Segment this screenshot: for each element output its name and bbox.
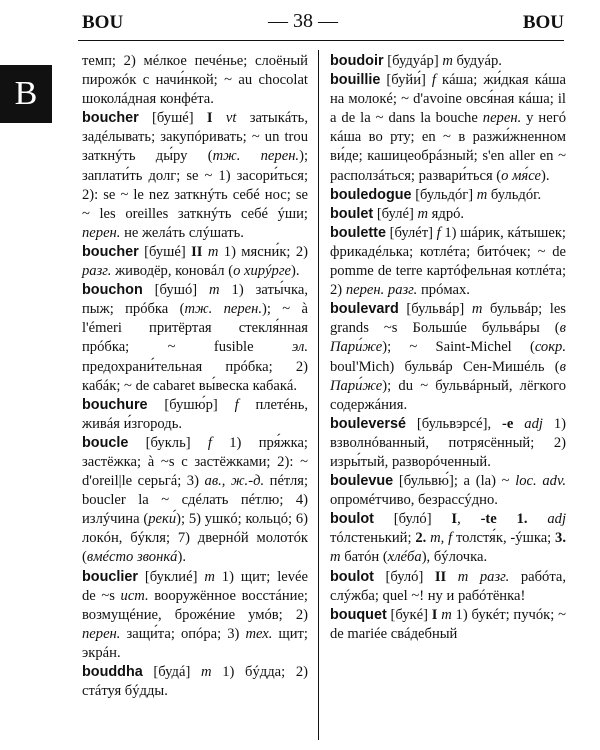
headword: bouquet bbox=[330, 606, 387, 623]
dictionary-entry bbox=[82, 281, 308, 396]
italic-label: тж. перен. bbox=[184, 301, 263, 318]
italic-label: перен. bbox=[482, 110, 522, 127]
entry-text: затыкáть, задéлывать; закупóривать; ~ un trou заткнýть ды́ру ( bbox=[82, 110, 308, 165]
headword: bouleversé bbox=[330, 415, 406, 432]
italic-label: m bbox=[476, 186, 488, 203]
entry-text: ); ~ Saint-Michel ( bbox=[382, 339, 535, 356]
entry-text: [булé] bbox=[373, 205, 418, 222]
italic-label: ав. bbox=[204, 473, 222, 490]
entry-text: 1) букéт; пучóк; ~ de mariée свáдебный bbox=[330, 606, 566, 642]
italic-label: перен. разг. bbox=[345, 282, 418, 299]
bold-marker: I bbox=[206, 110, 213, 127]
headword: bouddha bbox=[82, 664, 143, 680]
headword: boulevard bbox=[330, 301, 399, 318]
headword: boucher bbox=[82, 243, 139, 260]
entry-text: кáша; жи́дкая кáша на молокé; ~ d'avoine овся́ная кáша; il a de la ~ dans la bouche bbox=[330, 72, 566, 127]
italic-label: m bbox=[204, 568, 215, 585]
entry-text: пéтля; boucler la ~ сдéлать пéтлю; 4) излýчина ( bbox=[82, 473, 308, 528]
dictionary-entry bbox=[330, 300, 566, 415]
entry-text: 1) взволнóванный, потрясённый; 2) изры́тый, разворóченный. bbox=[330, 415, 566, 470]
dictionary-entry bbox=[330, 606, 566, 644]
entry-text: батóн ( bbox=[340, 549, 388, 566]
italic-label: ист. bbox=[120, 587, 149, 604]
entry-text: [бульвáр] bbox=[398, 301, 472, 318]
entry-text: ). bbox=[540, 167, 550, 184]
dictionary-entry bbox=[82, 109, 308, 243]
entry-text: бульдóг. bbox=[487, 186, 542, 203]
column-divider bbox=[318, 50, 319, 740]
italic-label: adj bbox=[547, 511, 566, 528]
entry-text: 1) бýдда; 2) стáтуя бýдды. bbox=[82, 664, 308, 700]
bold-marker: II bbox=[191, 243, 203, 260]
entry-text bbox=[513, 416, 524, 432]
entry-text: 1) щит; levée de ~s bbox=[82, 568, 308, 604]
headword: bouclier bbox=[82, 568, 138, 585]
italic-label: тех. bbox=[245, 625, 273, 642]
entry-text: у негó кáша во рту; en ~ в разжи́жненном ви́де; кашицеобрáзный; s'en aller en ~ расползáться; развари́ться ( bbox=[330, 110, 566, 184]
italic-label: m bbox=[209, 282, 220, 299]
dictionary-entry bbox=[82, 663, 308, 701]
italic-label: m bbox=[471, 301, 483, 318]
italic-label: хлéба bbox=[387, 549, 422, 566]
entry-text: вооружённое восстáние; возмущéние, брожéние умóв; 2) bbox=[82, 587, 308, 623]
entry-text: ); du ~ бульвáрный, лёгкого содержáния. bbox=[330, 377, 566, 413]
headword: bouillie bbox=[330, 72, 381, 89]
entry-text: [булó] bbox=[373, 511, 452, 528]
entry-text bbox=[497, 511, 517, 527]
entry-text: будуáр. bbox=[452, 53, 502, 69]
letter-thumb-tab: B bbox=[0, 65, 52, 123]
italic-label: vt bbox=[225, 110, 237, 127]
bold-marker: -e bbox=[502, 415, 514, 432]
italic-label: вмéсто звонкá bbox=[86, 549, 178, 566]
italic-label: f bbox=[436, 224, 441, 241]
bold-marker: I bbox=[431, 606, 438, 623]
entry-text: ), бýлочка. bbox=[421, 549, 488, 566]
entry-text: [будуáр] bbox=[383, 53, 443, 69]
dictionary-entry bbox=[330, 186, 566, 205]
entry-text: , bbox=[457, 511, 481, 528]
dictionary-entry bbox=[330, 224, 566, 300]
entry-text: опромéтчиво, безрассýдно. bbox=[330, 492, 498, 509]
italic-label: f bbox=[207, 434, 212, 451]
dictionary-entry bbox=[82, 434, 308, 568]
headword: boulot bbox=[330, 568, 374, 585]
headword: bouchure bbox=[82, 396, 148, 413]
dictionary-entry bbox=[330, 205, 566, 224]
entry-text bbox=[528, 511, 548, 527]
italic-label: m bbox=[442, 53, 453, 69]
entry-text: темп; 2) мéлкое печéнье; слоёный пирожóк с начи́нкой; ~ au chocolat шоколáдная конфéта. bbox=[82, 53, 308, 108]
entry-text: ). bbox=[177, 549, 186, 566]
entry-text: , bbox=[221, 473, 231, 490]
dictionary-entry bbox=[330, 472, 566, 510]
entry-text: [буклиé] bbox=[137, 568, 205, 585]
page-number: — 38 — bbox=[268, 10, 338, 32]
entry-text: не желáть слýшать. bbox=[120, 224, 244, 241]
entry-text: предохрани́тельная прóбка; 2) кабáк; ~ de cabaret вы́веска кабакá. bbox=[82, 358, 308, 394]
entry-text: защи́та; опóра; 3) bbox=[120, 625, 246, 642]
bold-marker: -te bbox=[480, 511, 497, 528]
italic-label: m bbox=[200, 664, 212, 680]
entry-text: прóмах. bbox=[417, 282, 470, 299]
entry-text: тóлстенький; bbox=[330, 530, 416, 547]
entry-text: [бушé] bbox=[138, 110, 207, 127]
entry-text: [будá] bbox=[142, 664, 201, 680]
entry-text: [бульвю́]; a (la) ~ bbox=[393, 473, 516, 490]
italic-label: adj bbox=[524, 415, 543, 432]
headword: bouledogue bbox=[330, 186, 412, 203]
entry-text: толстя́к, -ýшка; bbox=[452, 530, 556, 547]
italic-label: о мя́се bbox=[501, 167, 541, 184]
header-right-word: BOU bbox=[522, 12, 564, 33]
italic-label: в Пари́же bbox=[330, 358, 566, 394]
italic-label: перен. bbox=[82, 625, 121, 642]
entry-text bbox=[213, 110, 226, 126]
italic-label: m bbox=[441, 606, 452, 623]
dictionary-entry bbox=[82, 396, 308, 434]
italic-label: тж. перен. bbox=[212, 148, 300, 165]
bold-marker: 2. bbox=[415, 530, 427, 547]
headword: boucle bbox=[82, 434, 129, 451]
entry-text: [бульдóг] bbox=[411, 186, 477, 203]
italic-label: в Пари́же bbox=[330, 320, 566, 356]
entry-text: 1) шáрик, кáтышек; фрикадéлька; котлéта; битóчек; ~ de pomme de terre картóфельная котлéта; 2) bbox=[330, 224, 566, 299]
page-header bbox=[0, 10, 600, 40]
dictionary-entry bbox=[330, 52, 566, 71]
italic-label: f bbox=[234, 396, 239, 413]
entry-text: бульвáр; les grands ~s Большúе бульвáры ( bbox=[330, 301, 566, 337]
italic-label: m разг. bbox=[457, 568, 510, 585]
entry-text: 1) пря́жка; застёжка; à ~s с застёжками; 2): ~ d'oreil|le серьгá; 3) bbox=[82, 434, 308, 490]
header-left-word: BOU bbox=[82, 12, 124, 33]
italic-label: m bbox=[417, 205, 429, 222]
dictionary-entry bbox=[330, 510, 566, 567]
entry-text: [бушé] bbox=[138, 243, 192, 260]
entry-text: [бульвэрсé], bbox=[406, 415, 503, 432]
bold-marker: 1. bbox=[516, 511, 528, 528]
bold-marker: II bbox=[434, 568, 447, 585]
entry-text: ); ~ à l'émeri притёртая стекля́нная прóбка; ~ fusible bbox=[82, 301, 308, 356]
entry-text: ); заплати́ть долг; se ~ 1) засори́ться; 2): se ~ le nez заткнýть себé нос; se ~ les oreilles заткнýть себé ýши; bbox=[82, 148, 308, 222]
entry-continuation bbox=[82, 52, 308, 109]
entry-text: [букé] bbox=[386, 606, 432, 623]
italic-label: перен. bbox=[82, 224, 121, 241]
entry-text: ). bbox=[291, 263, 300, 280]
entry-text: 1) мясни́к; 2) bbox=[218, 243, 309, 260]
entry-text: [бушó] bbox=[142, 282, 210, 299]
italic-label: разг. bbox=[82, 263, 112, 280]
italic-label: реки́ bbox=[148, 511, 177, 528]
dictionary-entry bbox=[330, 415, 566, 472]
bold-marker: 3. bbox=[555, 530, 566, 547]
left-column bbox=[82, 52, 308, 701]
entry-text: 1) заты́чка, пыж; прóбка ( bbox=[82, 282, 308, 318]
headword: boucher bbox=[82, 110, 139, 127]
italic-label: m, f bbox=[430, 530, 453, 547]
header-rule bbox=[78, 40, 564, 41]
entry-text: живодёр, коновáл ( bbox=[111, 263, 234, 280]
headword: bouchon bbox=[82, 282, 143, 299]
italic-label: эл. bbox=[291, 339, 308, 356]
headword: boulet bbox=[330, 205, 374, 222]
entry-text: boul'Mich) бульвáр Сен-Мишéль ( bbox=[330, 358, 560, 375]
italic-label: ж.-д. bbox=[230, 473, 265, 490]
headword: boudoir bbox=[330, 53, 384, 69]
entry-text: щит; экрáн. bbox=[82, 625, 308, 661]
dictionary-entry bbox=[330, 71, 566, 186]
italic-label: о хирýрге bbox=[233, 263, 292, 280]
entry-text: [букль] bbox=[128, 434, 208, 451]
entry-text bbox=[446, 569, 458, 585]
entry-text: ); 5) ушкó; кольцó; 6) локóн, бýкля; 7) двернóй молотóк ( bbox=[82, 511, 308, 566]
italic-label: loc. adv. bbox=[515, 473, 566, 490]
entry-text: [бушю́р] bbox=[147, 396, 235, 413]
dictionary-entry bbox=[82, 243, 308, 281]
dictionary-entry bbox=[82, 568, 308, 663]
headword: boulette bbox=[330, 224, 386, 241]
headword: boulot bbox=[330, 511, 374, 528]
entry-text: ядрó. bbox=[428, 205, 465, 222]
entry-text: плетéнь, живáя и́згородь. bbox=[82, 396, 308, 432]
entry-text: [булó] bbox=[373, 568, 435, 585]
right-column bbox=[330, 52, 566, 644]
italic-label: m bbox=[330, 549, 341, 566]
entry-text: рабóта, слýжба; quel ~! ну и рабóтёнка! bbox=[330, 568, 566, 604]
italic-label: f bbox=[431, 72, 436, 89]
dictionary-entry bbox=[330, 568, 566, 606]
italic-label: m bbox=[207, 243, 219, 260]
entry-text: [буйи́] bbox=[380, 72, 432, 89]
headword: boulevue bbox=[330, 473, 394, 490]
entry-text: [булéт] bbox=[385, 224, 437, 241]
italic-label: сокр. bbox=[534, 339, 566, 356]
bold-marker: I bbox=[451, 511, 458, 528]
